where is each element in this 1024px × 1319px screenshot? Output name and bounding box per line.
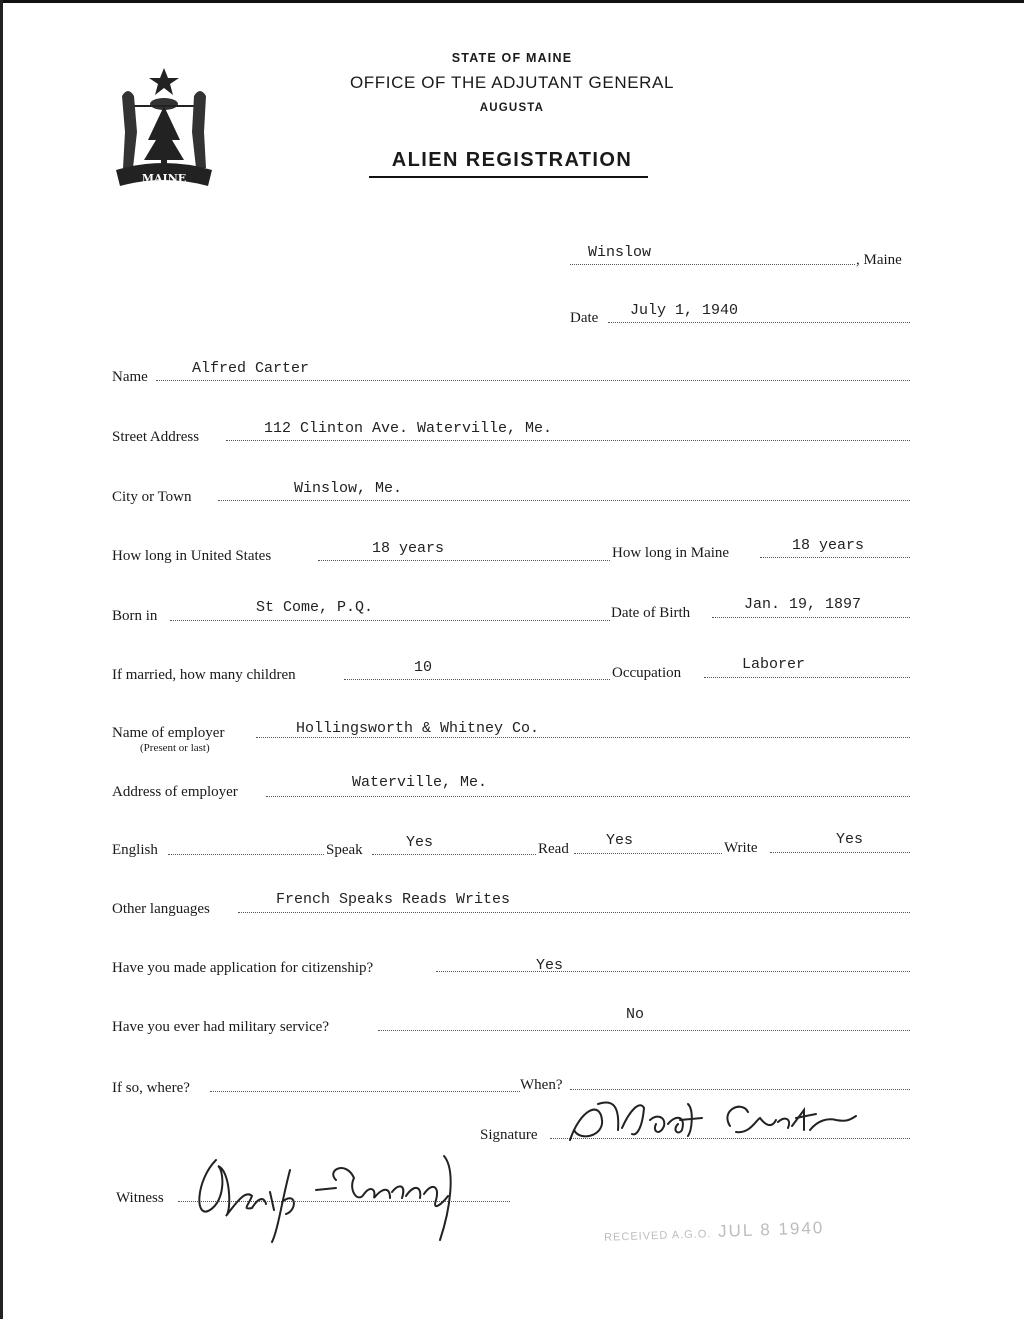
born-in-value: St Come, P.Q. (256, 599, 374, 616)
citizenship-value: Yes (536, 957, 564, 974)
name-value: Alfred Carter (192, 360, 310, 377)
speak-line (372, 854, 536, 855)
date-of-birth-value: Jan. 19, 1897 (744, 596, 862, 613)
received-stamp (604, 1218, 825, 1246)
street-address-line (226, 440, 910, 441)
other-languages-label: Other languages (112, 901, 210, 917)
city-label: City or Town (112, 489, 192, 505)
name-label: Name (112, 369, 148, 385)
when-label: When? (520, 1077, 563, 1093)
street-address-value: 112 Clinton Ave. Waterville, Me. (264, 420, 553, 437)
born-in-line (170, 620, 610, 621)
occupation-label: Occupation (612, 665, 682, 681)
witness-label: Witness (116, 1190, 164, 1206)
header-state: STATE OF MAINE (451, 51, 573, 65)
occupation-line (704, 677, 910, 678)
write-line (770, 852, 910, 853)
town-line (570, 264, 855, 265)
received-stamp-prefix: RECEIVED A.G.O. (603, 1228, 712, 1244)
town-suffix: , Maine (856, 252, 902, 268)
write-value: Yes (836, 831, 864, 848)
born-in-label: Born in (112, 608, 158, 624)
name-line (156, 380, 910, 381)
citizenship-label: Have you made application for citizenship? (112, 960, 374, 976)
military-line (378, 1030, 910, 1031)
where-line (210, 1091, 520, 1092)
military-label: Have you ever had military service? (112, 1019, 329, 1035)
employer-name-value: Hollingsworth & Whitney Co. (296, 720, 540, 737)
military-value: No (626, 1006, 645, 1023)
form-title: ALIEN REGISTRATION (391, 149, 633, 171)
town-value: Winslow (588, 244, 652, 261)
citizenship-line (436, 971, 910, 972)
employer-address-line (266, 796, 910, 797)
received-stamp-date: JUL 8 1940 (717, 1218, 825, 1241)
applicant-signature (560, 1090, 860, 1150)
how-long-us-label: How long in United States (112, 548, 272, 564)
employer-address-label: Address of employer (112, 784, 238, 800)
date-line (608, 322, 910, 323)
read-line (574, 853, 722, 854)
scan-border-top (0, 0, 1024, 3)
how-long-maine-label: How long in Maine (612, 545, 730, 561)
date-of-birth-label: Date of Birth (611, 605, 691, 621)
employer-name-line (256, 737, 910, 738)
children-line (344, 679, 610, 680)
occupation-value: Laborer (742, 656, 806, 673)
header-city: AUGUSTA (479, 102, 545, 114)
children-label: If married, how many children (112, 667, 296, 683)
where-label: If so, where? (112, 1080, 190, 1096)
seal-text: MAINE (141, 172, 187, 185)
how-long-us-value: 18 years (372, 540, 445, 557)
title-underline (369, 176, 648, 178)
witness-signature (186, 1130, 476, 1250)
speak-value: Yes (406, 834, 434, 851)
employer-name-sublabel: (Present or last) (140, 742, 210, 754)
read-label: Read (538, 841, 569, 857)
how-long-us-line (318, 560, 610, 561)
date-label: Date (570, 310, 599, 326)
speak-label: Speak (326, 842, 363, 858)
other-languages-line (238, 912, 910, 913)
english-line (168, 854, 324, 855)
other-languages-value: French Speaks Reads Writes (276, 891, 511, 908)
how-long-maine-line (760, 557, 910, 558)
english-label: English (112, 842, 158, 858)
city-value: Winslow, Me. (294, 480, 403, 497)
children-value: 10 (414, 659, 433, 676)
city-line (218, 500, 910, 501)
how-long-maine-value: 18 years (792, 537, 865, 554)
date-of-birth-line (712, 617, 910, 618)
scan-border-left (0, 0, 3, 1319)
write-label: Write (724, 840, 758, 856)
date-value: July 1, 1940 (630, 302, 739, 319)
header-office: OFFICE OF THE ADJUTANT GENERAL (349, 73, 675, 92)
street-address-label: Street Address (112, 429, 200, 445)
signature-label: Signature (480, 1127, 538, 1143)
employer-name-label: Name of employer (112, 725, 225, 741)
read-value: Yes (606, 832, 634, 849)
employer-address-value: Waterville, Me. (352, 774, 488, 791)
